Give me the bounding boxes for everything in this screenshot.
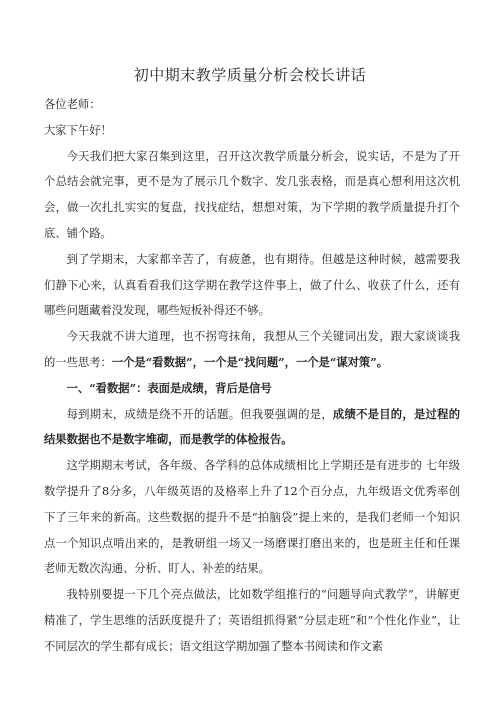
document-body	[44, 92, 460, 660]
paragraph-4-text: 每到期末，成绩是绕不开的话题。但我要强调的是，	[66, 407, 333, 421]
salutation: 各位老师：	[44, 98, 101, 111]
paragraph-6: 我特别要提一下几个亮点做法，比如数学组推行的“问题导向式教学”，讲解更精准了，学生思维的活跃度提升了；英语组抓得紧“分层走班”和“个性化作业”，让不同层次的学生都有成长；语文组这学期加强了整本书阅读和作文素	[44, 588, 460, 653]
paragraph-4-emphasis: 成绩不是目的，是过程的结果数据也不是数字堆砌，而是教学的体检报告。	[44, 406, 460, 447]
paragraph-5: 这学期期末考试，各年级、各学科的总体成绩相比上学期还是有进步的 七年级数学提升了8分多，八年级英语的及格率上升了12个百分点，九年级语文优秀率创下了三年来的新高。这些数据的提升不是“拍脑袋”提上来的，是我们老师一个知识点一个知识点啃出来的，是教研组一场又一场磨课打磨出来的，也是班主任和任课老师无数次沟通、分析、盯人、补差的结果。	[44, 459, 460, 576]
paragraph-4	[44, 402, 460, 454]
paragraph-3-text: 今天我就不讲大道理，也不拐弯抹角，我想从三个关键词出发，跟大家谈谈我的一些思考：	[44, 330, 460, 369]
greeting: 大家下午好！	[44, 123, 112, 137]
paragraph-3-emphasis: 一个是“看数据”，一个是“找问题”，一个是“谋对策”。	[111, 354, 389, 369]
paragraph-3	[44, 324, 460, 376]
paragraph-2: 到了学期末，大家都辛苦了，有疲惫，也有期待。但越是这种时候，越需要我们静下心来，认真看看我们这学期在教学这件事上，做了什么、收获了什么，还有哪些问题藏着没发现，哪些短板补得还不够。	[44, 252, 460, 318]
document-title: 初中期末教学质量分析会校长讲话	[133, 66, 367, 84]
paragraph-1: 今天我们把大家召集到这里，召开这次教学质量分析会，说实话，不是为了开个总结会就完事，更不是为了展示几个数字、发几张表格，而是真心想利用这次机会，做一次扎扎实实的复盘，找找症结，想想对策，为下学期的教学质量提升打个底、铺个路。	[44, 149, 460, 240]
section-heading-1: 一、“看数据”：表面是成绩，背后是信号	[66, 380, 272, 395]
